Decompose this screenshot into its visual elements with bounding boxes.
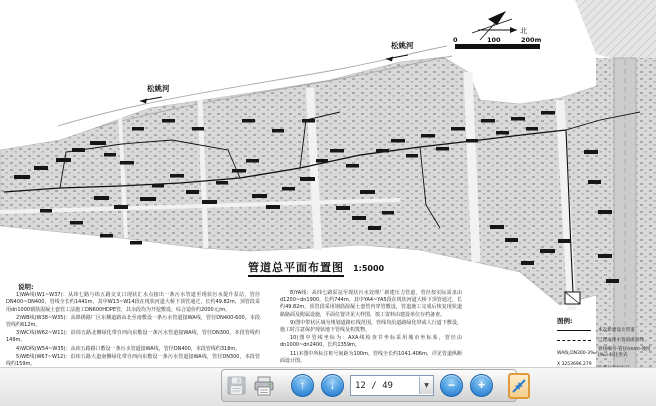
river-label-right: 松姚河: [391, 41, 414, 50]
print-button[interactable]: [252, 373, 276, 399]
legend-heading: 图例:: [557, 317, 573, 325]
svg-text:100: 100: [487, 36, 501, 44]
plus-icon: +: [470, 374, 493, 397]
coordinate-symbol: X 3253696.279: [557, 362, 592, 375]
legend-row: WA线,DN300-3‰ 管线编号-管径(mm)-坡度(‰) 标注形式: [557, 347, 651, 358]
fit-to-window-button[interactable]: [508, 373, 530, 399]
drawing-title-block: [248, 256, 384, 275]
note-item: 1)WA线(W1~W37)：从纬七路与纬五路交叉口现状汇水点接出一条污水管道至现状污水提升泵站，管径DN400~DN400，管线全长约1441m，其中W13~W14段在现状河道大桥下顶管通过，长约49.82m，顶管段采用dn1000钢筋混凝土套管工法施工DN600HDPE管，其余段均为开挖敷设，综合造价约2000元/m。: [6, 292, 260, 313]
viewer-toolbar: [221, 369, 517, 402]
legend-row: 本次新建设计管道: [557, 328, 654, 334]
notes-heading: 说明:: [18, 283, 34, 291]
note-item: 8)YA线：从纬七路泵站至现状污水处理厂新建压力管道，管径按实际需求由d1200~dn1900，长约744m，其中YA4~YA5段在现状河道大桥下顶管通过，长约49.82m，顶管段采用钢筋混凝土套管内穿管敷设，管道施工完成后恢复现状道路路面及附属设施，平面位置详见大样图，竣工资料由建设单位存档备查。: [280, 290, 462, 318]
floppy-disk-icon: [227, 376, 246, 395]
note-item: 2)WB线(W38~W35)：从绵绣路厂区东侧道路由北至南敷设一条污水管道接WA线，管径DN400-600，本段管线约612m。: [6, 314, 260, 329]
svg-text:0: 0: [453, 36, 458, 44]
note-item: 9)图中带状区域为规划道路红线范围，管线均沿道路绿化带或人行道下敷设，施工时注意保护现状地下管线及构筑物。: [280, 319, 462, 334]
chevron-down-icon: ▼: [424, 382, 429, 389]
minus-icon: −: [440, 374, 463, 397]
north-label: 北: [520, 27, 527, 35]
dashed-line-symbol: [557, 340, 591, 341]
svg-text:200m: 200m: [521, 36, 542, 44]
pump-station-symbol: [565, 292, 580, 304]
page-number-combo: [350, 375, 434, 396]
river-label-left: 松姚河: [147, 84, 170, 93]
save-button[interactable]: [226, 373, 247, 399]
note-item: 3)WC线(W62~W11)：沿纬五路北侧绿化带自西向东敷设一条污水管道接WA线，管径DN300，本段管线约149m。: [6, 330, 260, 344]
note-item: 5)WE线(W67~W12)：沿纬五路大道南侧绿化带自西向东敷设一条污水管道接WA线，管径DN300，本段管线约159m。: [6, 353, 260, 368]
notes-right-column: [280, 290, 462, 366]
page-number-input[interactable]: [351, 377, 419, 394]
note-item: 10)图中管线坐标为：AXA线检查井坐标采用城市坐标系，管径由dn1000~dn2400，长约1359m。: [280, 335, 462, 349]
arrow-up-icon: ↑: [291, 374, 314, 397]
solid-line-symbol: [557, 330, 591, 331]
page-dropdown-button[interactable]: [419, 377, 433, 394]
zoom-in-button[interactable]: [469, 373, 494, 399]
zoom-out-button[interactable]: [439, 373, 464, 399]
fit-to-window-icon: [510, 377, 528, 395]
next-page-button[interactable]: [320, 373, 345, 399]
note-item: 11)本图中所标注桩号间距为100m，管线全长约1041.406m，详见管道纵断面设计图。: [280, 350, 462, 364]
scale-bar: [453, 36, 542, 49]
printer-icon: [253, 376, 275, 396]
pipe-label-symbol: WA线,DN300-3‰: [557, 350, 597, 356]
legend-row: 已建成排水管道或管线: [557, 338, 654, 344]
arrow-down-icon: ↓: [321, 374, 344, 397]
drawing-scale: 1:5000: [353, 264, 385, 273]
previous-page-button[interactable]: [290, 373, 315, 399]
drawing-title: 管道总平面布置图: [248, 261, 344, 277]
note-item: 4)WD线(W54~W35)：从纬五路路口敷设一条污水管道接WA线，管径DN400，本段管线约318m。: [16, 345, 241, 352]
